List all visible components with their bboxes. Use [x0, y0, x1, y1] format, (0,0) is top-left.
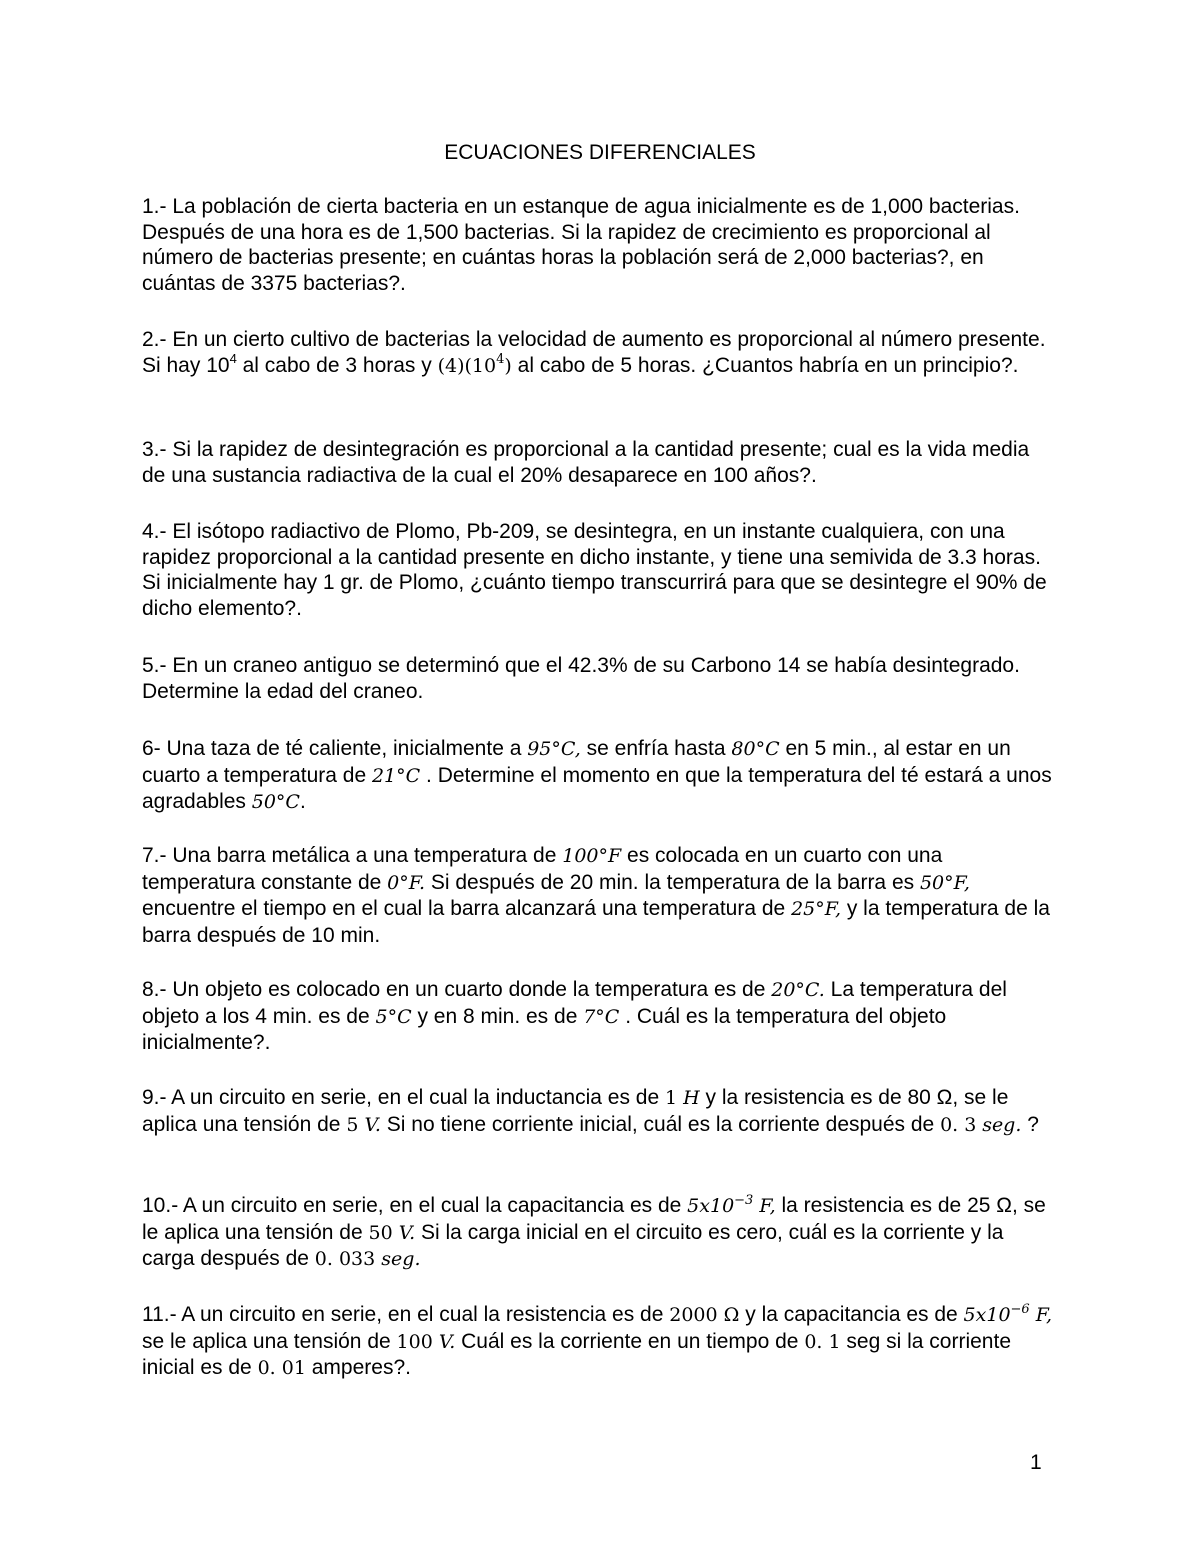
capacitance-value: $5x10^{-3}$ F,	[687, 1192, 776, 1217]
voltage-unit: V.	[438, 1330, 456, 1353]
problem-8	[142, 977, 1057, 1056]
problem-7-text-d: encuentre el tiempo en el cual la barra alcanzará una temperatura de	[142, 897, 792, 920]
problem-6-text-b: se enfría hasta	[580, 737, 732, 760]
problem-6-text-d: . Determine el momento en que la temperatura del té estará a unos agradables	[142, 763, 1052, 813]
problem-4-text: 4.- El isótopo radiactivo de Plomo, Pb-209, se desintegra, en un instante cualquiera, con una rapidez proporcional a la cantidad presente en dicho instante, y tiene una semivida de 3.3 horas. Si inicialmente hay 1 gr. de Plomo, ¿cuánto tiempo transcurrirá para que se desintegre el 90% de dicho elemento?.	[142, 520, 1047, 620]
temperature-value: 80°C	[731, 738, 780, 760]
problem-3	[142, 437, 1057, 488]
math-expression: $(4)(10^4)$	[437, 352, 512, 377]
problem-6-text-e: .	[299, 790, 306, 813]
current-number: 0. 01	[257, 1357, 306, 1379]
problem-9-text-b: y la resistencia es de 80 Ω, se le aplica una tensión de	[142, 1086, 1009, 1136]
problem-3-text: 3.- Si la rapidez de desintegración es proporcional a la cantidad presente; cual es la vida media de una sustancia radiactiva de la cual el 20% desaparece en 100 años?.	[142, 438, 1030, 487]
temperature-value: 21°C	[371, 764, 421, 787]
voltage-number: 100	[396, 1330, 439, 1353]
problem-8-text-b: La temperatura del objeto a los 4 min. es de	[142, 978, 1007, 1028]
problem-6-text-a: 6- Una taza de té caliente, inicialmente a	[142, 737, 528, 760]
problem-11-text-d: Cuál es la corriente en un tiempo de	[455, 1329, 805, 1353]
problem-2-text-a: 2.- En un cierto cultivo de bacterias la velocidad de aumento es proporcional al número presente. Si hay 10	[142, 328, 1046, 377]
voltage-unit: V.	[398, 1221, 416, 1244]
problem-10-text-b: la resistencia es de 25 Ω, se le aplica una tensión de	[142, 1194, 1046, 1244]
problem-5-text: 5.- En un craneo antiguo se determinó que el 42.3% de su Carbono 14 se había desintegrado. Determine la edad del craneo.	[142, 654, 1020, 703]
voltage-unit: V.	[364, 1113, 381, 1136]
problem-7-text-a: 7.- Una barra metálica a una temperatura de	[142, 844, 563, 867]
temperature-value: 0°F.	[387, 871, 426, 894]
problem-9-text-a: 9.- A un circuito en serie, en el cual la inductancia es de	[142, 1086, 665, 1109]
temperature-value: 5°C	[375, 1005, 412, 1028]
problem-11-text-a: 11.- A un circuito en serie, en el cual la resistencia es de	[142, 1303, 670, 1326]
capacitance-value: $5x10^{-6}$ F,	[963, 1301, 1053, 1326]
problem-7-text-b: es colocada en un cuarto con una temperatura constante de	[142, 844, 943, 894]
temperature-value: 25°F,	[791, 898, 842, 920]
temperature-value: 50°C	[251, 791, 300, 813]
voltage-number: 5	[346, 1113, 365, 1136]
problem-4	[142, 519, 1057, 621]
problem-9-text-e: ?	[1021, 1112, 1039, 1136]
problem-7-text-c: Si después de 20 min. la temperatura de la barra es	[425, 870, 920, 894]
temperature-value: 50°F,	[919, 871, 970, 894]
problem-9-text-c: Si no tiene corriente inicial, cuál es la corriente después de	[380, 1112, 941, 1136]
problem-11	[142, 1302, 1057, 1382]
problem-10	[142, 1193, 1057, 1273]
problem-6-text-c: en 5 min., al estar en un cuarto a temperatura de	[142, 737, 1011, 787]
exponent: 4	[229, 350, 237, 366]
problem-7	[142, 843, 1057, 948]
problem-7-text-e: y la temperatura de la barra después de 10 min.	[142, 897, 1050, 947]
problem-2-text-c: al cabo de 5 horas. ¿Cuantos habría en un principio?.	[511, 353, 1019, 377]
problem-1-text: 1.- La población de cierta bacteria en un estanque de agua inicialmente es de 1,000 bacterias. Después de una hora es de 1,500 bacterias. Si la rapidez de crecimiento es proporcional al número de bacterias presente; en cuántas horas la población será de 2,000 bacterias?, en cuántas de 3375 bacterias?.	[142, 195, 1020, 295]
inductance-number: 1	[664, 1087, 684, 1109]
problem-8-text-c: y en 8 min. es de	[411, 1004, 584, 1028]
problem-8-text-d: . Cuál es la temperatura del objeto inicialmente?.	[142, 1004, 947, 1054]
time-number: 0. 3	[940, 1113, 977, 1136]
problem-8-text-a: 8.- Un objeto es colocado en un cuarto donde la temperatura es de	[142, 978, 772, 1001]
problem-10-text-a: 10.- A un circuito en serie, en el cual la capacitancia es de	[142, 1194, 688, 1217]
temperature-value: 20°C.	[771, 979, 825, 1001]
resistance-value: 2000 Ω	[669, 1304, 740, 1326]
problem-10-text-c: Si la carga inicial en el circuito es cero, cuál es la corriente y la carga después de	[142, 1220, 1004, 1270]
page-number: 1	[1030, 1451, 1042, 1474]
voltage-number: 50	[368, 1221, 399, 1244]
temperature-value: 95°C,	[527, 738, 581, 760]
problem-6	[142, 736, 1057, 816]
problem-11-text-c: se le aplica una tensión de	[142, 1329, 397, 1353]
problem-1	[142, 194, 1057, 296]
problem-11-text-e: seg si la corriente inicial es de	[142, 1329, 1012, 1379]
problem-2	[142, 327, 1057, 379]
problem-2-text-b: al cabo de 3 horas y	[236, 353, 438, 377]
temperature-value: 7°C	[583, 1005, 620, 1028]
time-number: 0. 1	[804, 1330, 841, 1353]
inductance-unit: H	[683, 1087, 700, 1109]
problem-9	[142, 1085, 1057, 1138]
document-title: ECUACIONES DIFERENCIALES	[444, 141, 756, 164]
time-number: 0. 033	[314, 1248, 382, 1270]
time-unit: seg.	[381, 1248, 421, 1270]
time-unit: seg.	[982, 1113, 1022, 1136]
problem-11-text-f: amperes?.	[305, 1356, 411, 1379]
problem-5	[142, 653, 1057, 704]
temperature-value: 100°F	[562, 845, 622, 867]
problem-11-text-b: y la capacitancia es de	[739, 1303, 964, 1326]
